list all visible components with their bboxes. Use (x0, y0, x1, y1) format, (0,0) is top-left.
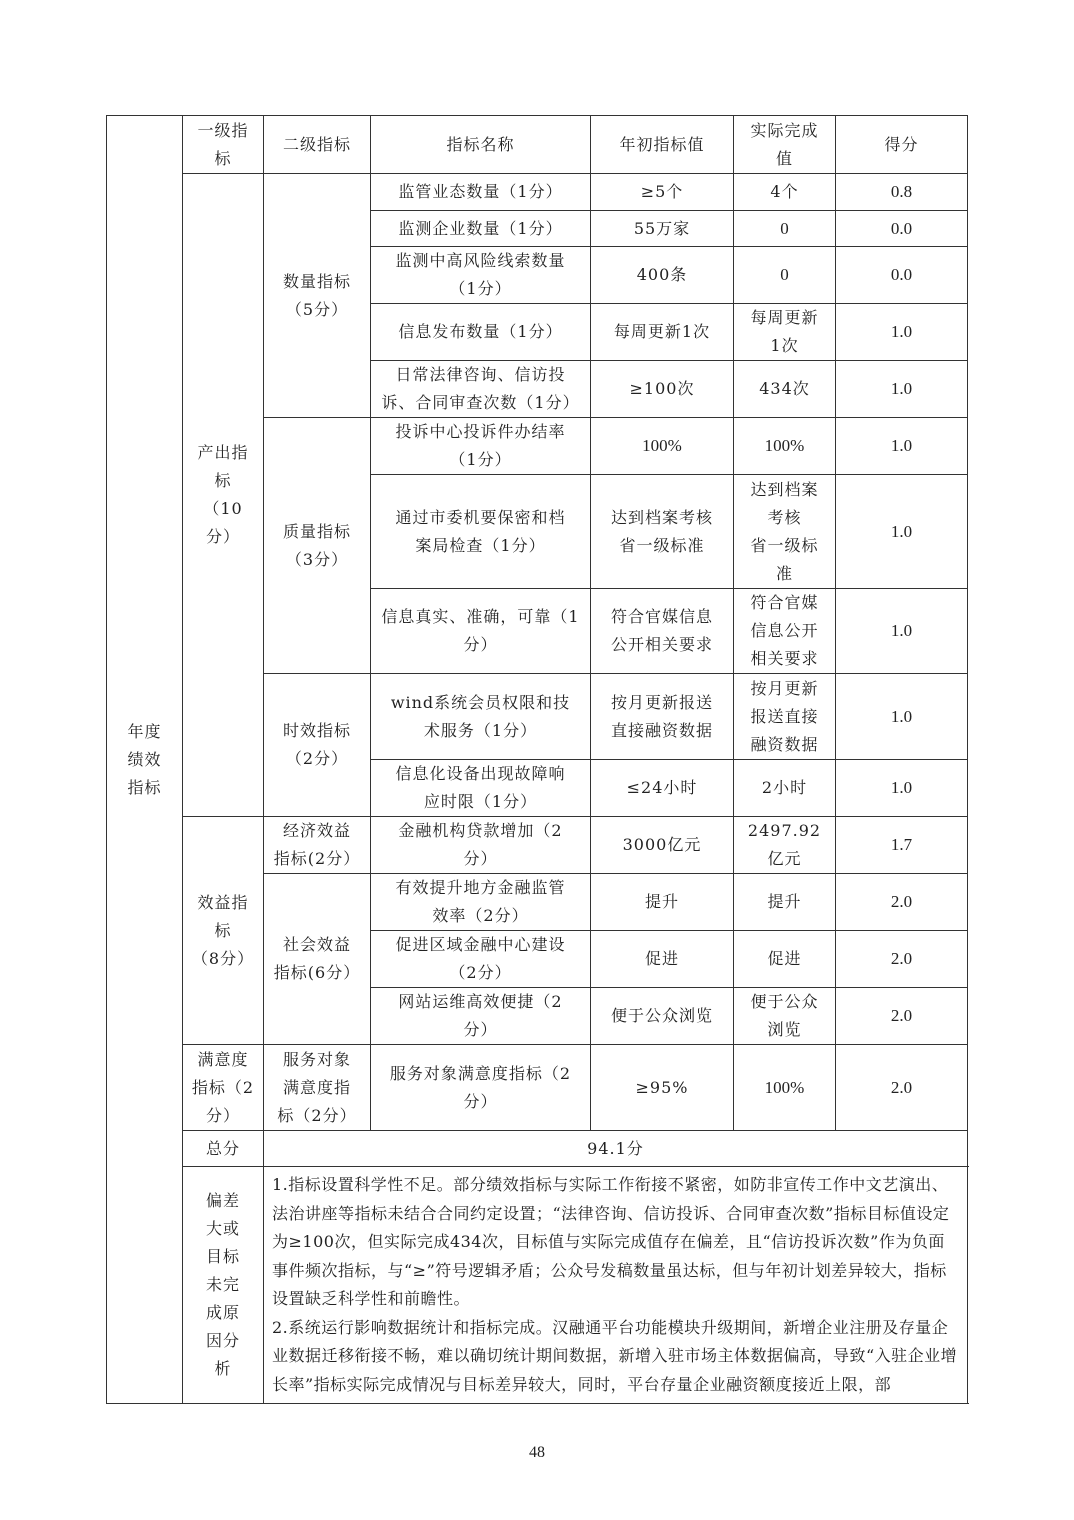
page-number: 48 (529, 1444, 545, 1461)
actual-value: 434次 (734, 361, 836, 418)
score-value: 1.0 (836, 475, 968, 589)
target-value: 达到档案考核 省一级标准 (591, 475, 734, 589)
actual-value: 达到档案 考核 省一级标 准 (734, 475, 836, 589)
indicator-name: 网站运维高效便捷（2 分） (371, 988, 591, 1045)
table-row (107, 174, 968, 211)
score-value: 2.0 (836, 931, 968, 988)
score-value: 1.0 (836, 361, 968, 418)
target-value: 3000亿元 (591, 817, 734, 874)
subgroup-timeliness: 时效指标 （2分） (264, 674, 371, 817)
group-output: 产出指 标 （10 分） (183, 174, 264, 817)
indicator-name: 信息真实、准确，可靠（1 分） (371, 589, 591, 674)
actual-value: 按月更新 报送直接 融资数据 (734, 674, 836, 760)
score-value: 0.0 (836, 247, 968, 304)
indicator-name: 信息化设备出现故障响 应时限（1分） (371, 760, 591, 817)
total-row (107, 1131, 968, 1167)
actual-value: 提升 (734, 874, 836, 931)
total-label: 总分 (183, 1131, 264, 1167)
header-score: 得分 (836, 116, 968, 174)
deviation-row (107, 1167, 968, 1404)
indicator-name: 金融机构贷款增加（2 分） (371, 817, 591, 874)
target-value: 便于公众浏览 (591, 988, 734, 1045)
indicator-name: 通过市委机要保密和档 案局检查（1分） (371, 475, 591, 589)
subgroup-quantity: 数量指标 （5分） (264, 174, 371, 418)
actual-value: 每周更新 1次 (734, 304, 836, 361)
score-value: 1.0 (836, 418, 968, 475)
group-benefit: 效益指 标 （8分） (183, 817, 264, 1045)
deviation-paragraph-1: 1.指标设置科学性不足。部分绩效指标与实际工作衔接不紧密，如防非宣传工作中文艺演出、法治讲座等指标未结合合同约定设置；“法律咨询、信访投诉、合同审查次数”指标目标值设定为≥100次，但实际完成434次，目标值与实际完成值存在偏差，且“信访投诉次数”作为负面事件频次指标，与“≥”符号逻辑矛盾；公众号发稿数量虽达标，但与年初计划差异较大，指标设置缺乏科学性和前瞻性。 (272, 1175, 950, 1308)
score-value: 0.0 (836, 211, 968, 247)
target-value: 提升 (591, 874, 734, 931)
group-satisfaction: 满意度 指标（2 分） (183, 1045, 264, 1131)
indicator-name: 服务对象满意度指标（2 分） (371, 1045, 591, 1131)
target-value: ≥100次 (591, 361, 734, 418)
score-value: 1.0 (836, 760, 968, 817)
subgroup-service: 服务对象 满意度指 标（2分） (264, 1045, 371, 1131)
table-row (107, 1045, 968, 1131)
table-row (107, 817, 968, 874)
score-value: 0.8 (836, 174, 968, 211)
deviation-paragraph-2: 2.系统运行影响数据统计和指标完成。汉融通平台功能模块升级期间，新增企业注册及存量企业数据迁移衔接不畅，难以确切统计期间数据，新增入驻市场主体数据偏高，导致“入驻企业增长率”指标实际完成情况与目标差异较大，同时，平台存量企业融资额度接近上限，部 (272, 1317, 958, 1394)
header-level1: 一级指 标 (183, 116, 264, 174)
actual-value: 100% (734, 1045, 836, 1131)
score-value: 2.0 (836, 1045, 968, 1131)
performance-table (106, 115, 968, 1404)
indicator-name: wind系统会员权限和技 术服务（1分） (371, 674, 591, 760)
actual-value: 2497.92 亿元 (734, 817, 836, 874)
header-actual: 实际完成 值 (734, 116, 836, 174)
target-value: 按月更新报送 直接融资数据 (591, 674, 734, 760)
actual-value: 0 (734, 211, 836, 247)
indicator-name: 投诉中心投诉件办结率 （1分） (371, 418, 591, 475)
header-name: 指标名称 (371, 116, 591, 174)
annual-indicator-label: 年度 绩效 指标 (107, 116, 183, 1404)
header-row (107, 116, 968, 174)
score-value: 1.7 (836, 817, 968, 874)
subgroup-social: 社会效益 指标(6分） (264, 874, 371, 1045)
actual-value: 0 (734, 247, 836, 304)
target-value: 55万家 (591, 211, 734, 247)
indicator-name: 有效提升地方金融监管 效率（2分） (371, 874, 591, 931)
actual-value: 符合官媒 信息公开 相关要求 (734, 589, 836, 674)
target-value: 100% (591, 418, 734, 475)
indicator-name: 监测中高风险线索数量 （1分） (371, 247, 591, 304)
score-value: 2.0 (836, 874, 968, 931)
total-value: 94.1分 (264, 1131, 968, 1167)
indicator-name: 信息发布数量（1分） (371, 304, 591, 361)
actual-value: 100% (734, 418, 836, 475)
target-value: ≤24小时 (591, 760, 734, 817)
score-value: 1.0 (836, 674, 968, 760)
indicator-name: 监管业态数量（1分） (371, 174, 591, 211)
indicator-name: 监测企业数量（1分） (371, 211, 591, 247)
header-level2: 二级指标 (264, 116, 371, 174)
actual-value: 便于公众 浏览 (734, 988, 836, 1045)
target-value: 400条 (591, 247, 734, 304)
target-value: 促进 (591, 931, 734, 988)
actual-value: 4个 (734, 174, 836, 211)
actual-value: 促进 (734, 931, 836, 988)
score-value: 1.0 (836, 589, 968, 674)
score-value: 2.0 (836, 988, 968, 1045)
score-value: 1.0 (836, 304, 968, 361)
actual-value: 2小时 (734, 760, 836, 817)
subgroup-economic: 经济效益 指标(2分） (264, 817, 371, 874)
indicator-name: 日常法律咨询、信访投 诉、合同审查次数（1分） (371, 361, 591, 418)
subgroup-quality: 质量指标 （3分） (264, 418, 371, 674)
deviation-text (264, 1167, 968, 1404)
target-value: 每周更新1次 (591, 304, 734, 361)
target-value: ≥95% (591, 1045, 734, 1131)
deviation-label: 偏差 大或 目标 未完 成原 因分 析 (183, 1167, 264, 1404)
header-target: 年初指标值 (591, 116, 734, 174)
target-value: 符合官媒信息 公开相关要求 (591, 589, 734, 674)
indicator-name: 促进区域金融中心建设 （2分） (371, 931, 591, 988)
target-value: ≥5个 (591, 174, 734, 211)
